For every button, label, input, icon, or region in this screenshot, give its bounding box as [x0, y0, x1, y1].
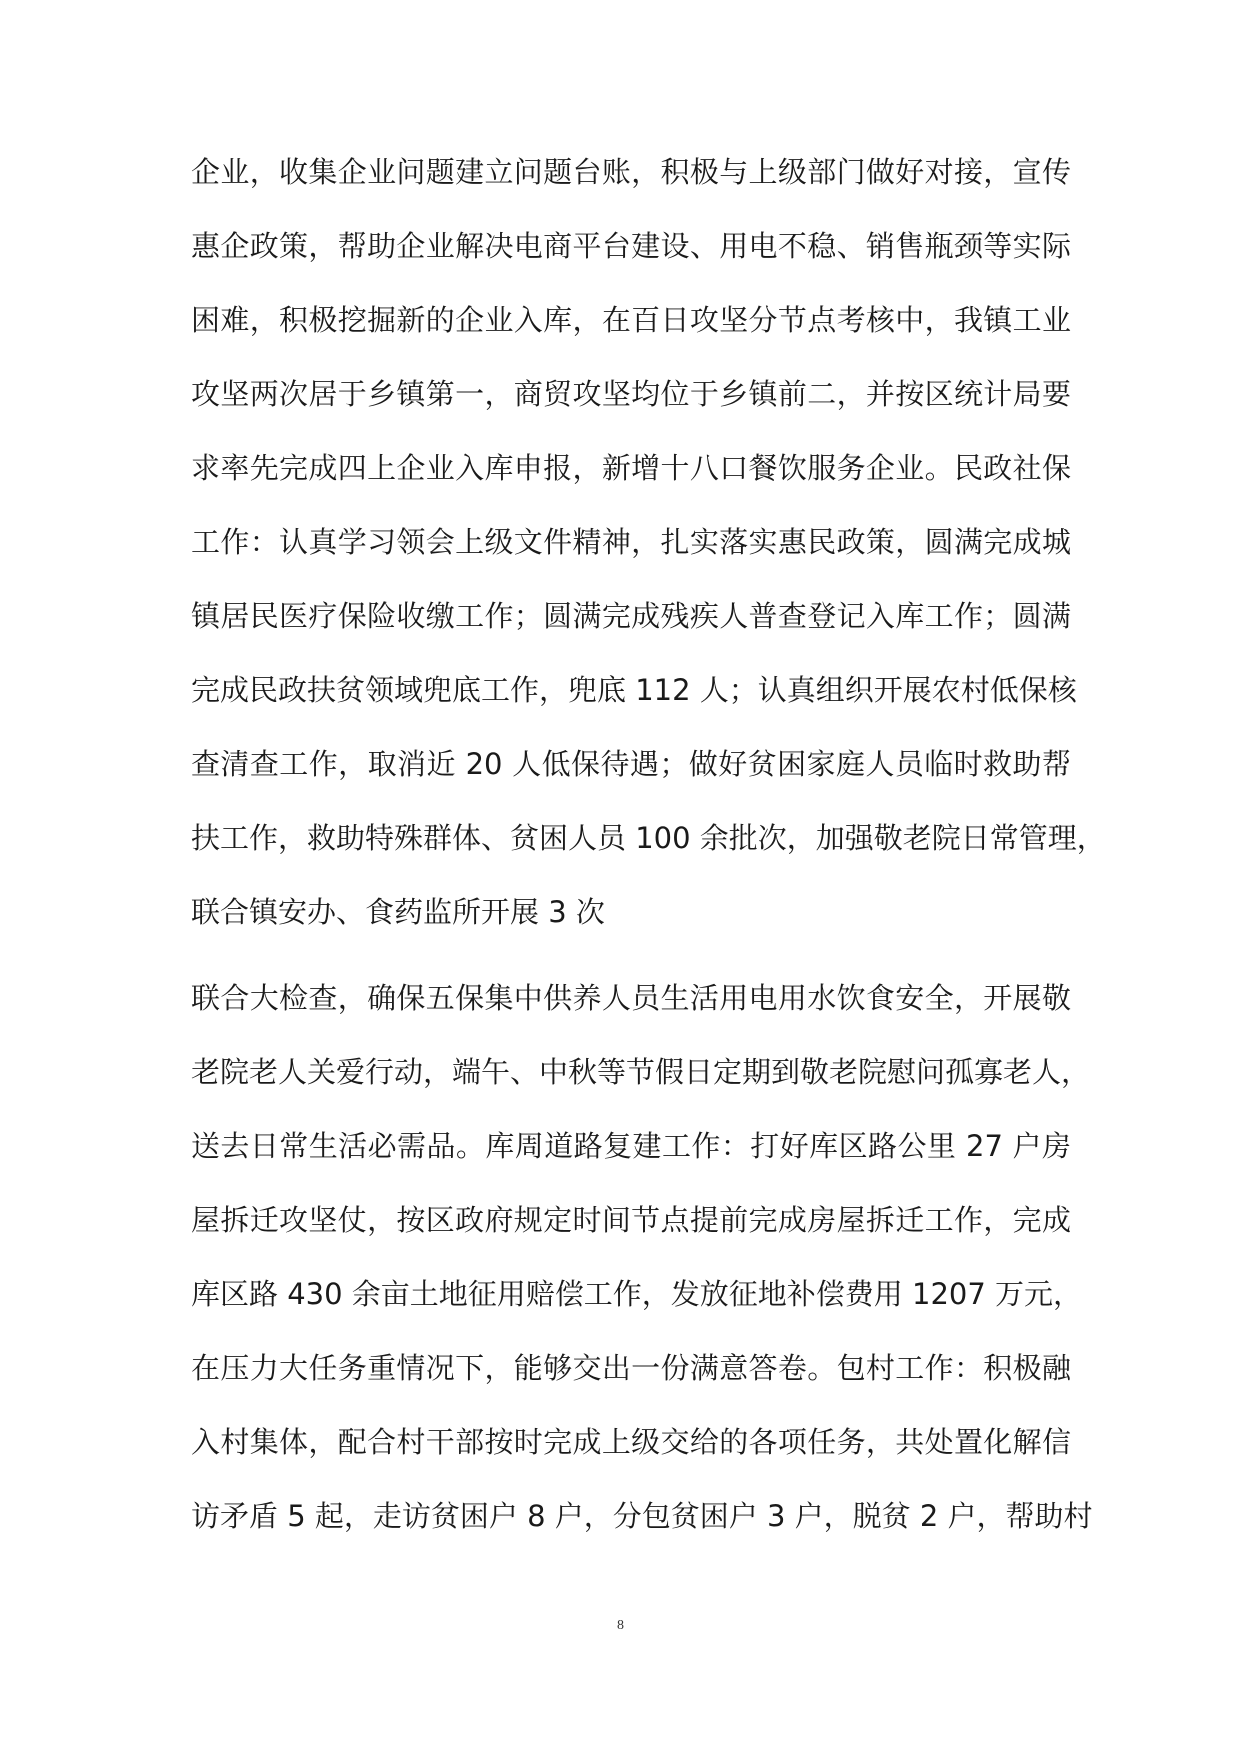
text-line: 老院老人关爱行动，端午、中秋等节假日定期到敬老院慰问孤寡老人，: [191, 1055, 1091, 1089]
text-line: 惠企政策，帮助企业解决电商平台建设、用电不稳、销售瓶颈等实际: [191, 229, 1071, 263]
text-line: 送去日常生活必需品。库周道路复建工作：打好库区路公里 27 户房: [191, 1129, 1071, 1163]
text-line: 完成民政扶贫领域兜底工作，兜底 112 人；认真组织开展农村低保核: [191, 673, 1077, 707]
paragraph-1: [191, 142, 1106, 956]
text-line: 在压力大任务重情况下，能够交出一份满意答卷。包村工作：积极融: [191, 1351, 1071, 1385]
text-line: 镇居民医疗保险收缴工作；圆满完成残疾人普查登记入库工作；圆满: [191, 599, 1071, 633]
text-line: 屋拆迁攻坚仗，按区政府规定时间节点提前完成房屋拆迁工作，完成: [191, 1203, 1071, 1237]
text-line: 攻坚两次居于乡镇第一，商贸攻坚均位于乡镇前二，并按区统计局要: [191, 377, 1071, 411]
text-line: 扶工作，救助特殊群体、贫困人员 100 余批次，加强敬老院日常管理，: [191, 821, 1106, 855]
text-line: 联合大检查，确保五保集中供养人员生活用电用水饮食安全，开展敬: [191, 981, 1071, 1015]
text-line: 求率先完成四上企业入库申报，新增十八口餐饮服务企业。民政社保: [191, 451, 1071, 485]
text-line: 访矛盾 5 起，走访贫困户 8 户，分包贫困户 3 户，脱贫 2 户，帮助村: [191, 1499, 1093, 1533]
text-line: 企业，收集企业问题建立问题台账，积极与上级部门做好对接，宣传: [191, 155, 1071, 189]
text-line: 入村集体，配合村干部按时完成上级交给的各项任务，共处置化解信: [191, 1425, 1071, 1459]
text-line: 库区路 430 余亩土地征用赔偿工作，发放征地补偿费用 1207 万元，: [191, 1277, 1083, 1311]
text-line: 工作：认真学习领会上级文件精神，扎实落实惠民政策，圆满完成城: [191, 525, 1071, 559]
text-line: 联合镇安办、食药监所开展 3 次: [191, 895, 605, 929]
paragraph-2: [191, 968, 1093, 1560]
page-number: 8: [617, 1618, 624, 1633]
text-line: 查清查工作，取消近 20 人低保待遇；做好贫困家庭人员临时救助帮: [191, 747, 1071, 781]
text-line: 困难，积极挖掘新的企业入库，在百日攻坚分节点考核中，我镇工业: [191, 303, 1071, 337]
